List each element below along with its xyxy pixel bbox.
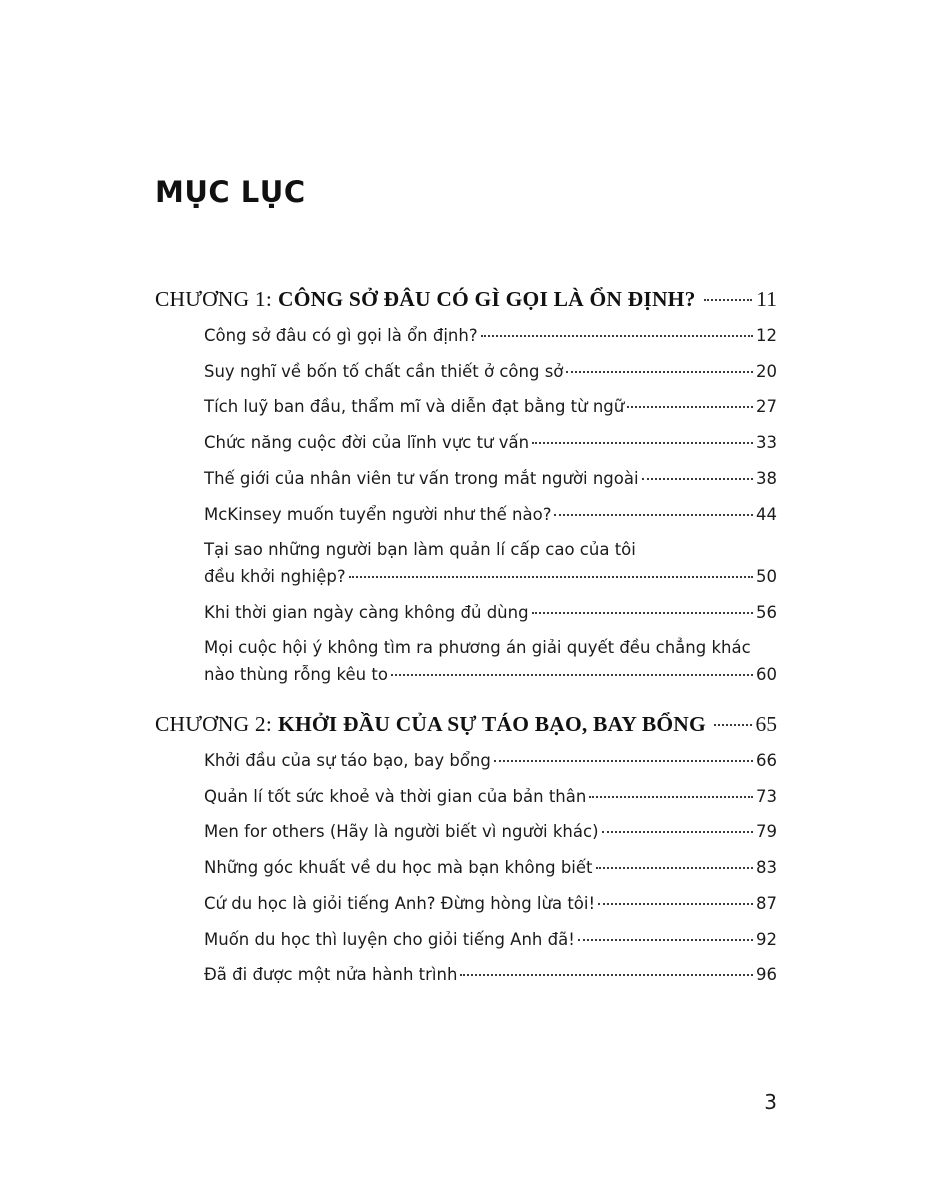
entry-text: Thế giới của nhân viên tư vấn trong mắt người ngoài [204,468,639,488]
leader-dots [460,974,753,976]
entry-page-number: 66 [756,750,777,770]
toc-entry[interactable] [155,466,777,493]
chapter-page-number: 65 [755,711,777,736]
entry-page-number: 87 [756,893,777,913]
chapter-label: CHƯƠNG 2: [155,711,273,736]
entry-text: Khi thời gian ngày càng không đủ dùng [204,602,529,622]
entry-text: Cứ du học là giỏi tiếng Anh? Đừng hòng lừa tôi! [204,893,596,913]
entry-text-continued: đều khởi nghiệp? [204,567,346,587]
toc-entry[interactable] [155,359,777,386]
leader-dots [589,796,753,798]
entry-page-number: 96 [756,965,777,985]
entry-page-number: 73 [756,786,777,806]
entry-page-number: 33 [756,433,777,453]
entry-page-number: 44 [756,504,777,524]
toc-entry[interactable] [155,430,777,457]
leader-dots [532,612,753,614]
entry-text: Khởi đầu của sự táo bạo, bay bổng [204,750,491,770]
toc-entry[interactable] [155,819,777,846]
chapter-name: KHỞI ĐẦU CỦA SỰ TÁO BẠO, BAY BỔNG [278,711,706,736]
page-folio: 3 [764,1090,777,1114]
entry-text: Quản lí tốt sức khoẻ và thời gian của bản thân [204,786,587,806]
entry-text: Những góc khuất về du học mà bạn không biết [204,858,593,878]
leader-dots [532,442,753,444]
entry-page-number: 56 [756,602,777,622]
leader-dots [349,576,753,578]
leader-dots [391,674,753,676]
leader-dots [481,335,753,337]
entry-text: Công sở đâu có gì gọi là ổn định? [204,326,478,345]
leader-dots [602,831,753,833]
toc-entry[interactable] [155,537,777,590]
leader-dots [554,514,753,516]
entry-page-number: 79 [756,822,777,842]
entry-text: Suy nghĩ về bốn tố chất cần thiết ở công sở [204,361,564,381]
toc-entry[interactable] [155,855,777,882]
entry-text-continued: nào thùng rỗng kêu to [204,665,388,685]
leader-dots [627,406,753,408]
page-title: MỤC LỤC [155,175,306,209]
entry-page-number: 12 [756,326,777,345]
entry-text: Mọi cuộc hội ý không tìm ra phương án giải quyết đều chẳng khác [204,638,751,658]
entry-page-number: 20 [756,361,777,381]
toc-entry[interactable] [155,502,777,529]
entry-text: Men for others (Hãy là người biết vì người khác) [204,822,599,842]
entry-text: McKinsey muốn tuyển người như thế nào? [204,504,552,524]
entry-page-number: 38 [756,468,777,488]
leader-dots [578,939,753,941]
leader-dots [714,724,752,726]
entry-page-number: 83 [756,858,777,878]
toc-entry[interactable] [155,927,777,954]
chapter-label: CHƯƠNG 1: [155,287,273,311]
toc-entry[interactable] [155,748,777,775]
chapter-block-2 [155,712,777,989]
chapter-heading-1[interactable] [155,287,777,312]
entry-text: Tích luỹ ban đầu, thẩm mĩ và diễn đạt bằng từ ngữ [204,397,625,417]
entry-page-number: 50 [756,567,777,587]
entry-text: Tại sao những người bạn làm quản lí cấp cao của tôi [204,540,636,560]
leader-dots [704,299,753,301]
leader-dots [598,903,753,905]
toc-entry[interactable] [155,635,777,688]
entry-page-number: 27 [756,397,777,417]
entry-page-number: 92 [756,929,777,949]
toc-entry[interactable] [155,891,777,918]
leader-dots [494,760,753,762]
chapter-name: CÔNG SỞ ĐÂU CÓ GÌ GỌI LÀ ỔN ĐỊNH? [278,287,696,311]
entry-page-number: 60 [756,665,777,685]
leader-dots [596,867,754,869]
entry-text: Muốn du học thì luyện cho giỏi tiếng Anh đã! [204,929,575,949]
entry-text: Chức năng cuộc đời của lĩnh vực tư vấn [204,433,530,453]
toc-entry[interactable] [155,962,777,989]
chapter-heading-2[interactable] [155,712,777,737]
leader-dots [566,371,753,373]
toc-entry[interactable] [155,394,777,421]
chapter-page-number: 11 [756,287,777,311]
entry-text: Đã đi được một nửa hành trình [204,965,458,985]
toc-entry[interactable] [155,323,777,350]
leader-dots [642,478,753,480]
toc-entry[interactable] [155,784,777,811]
toc-entry[interactable] [155,600,777,627]
chapter-block-1 [155,287,777,689]
